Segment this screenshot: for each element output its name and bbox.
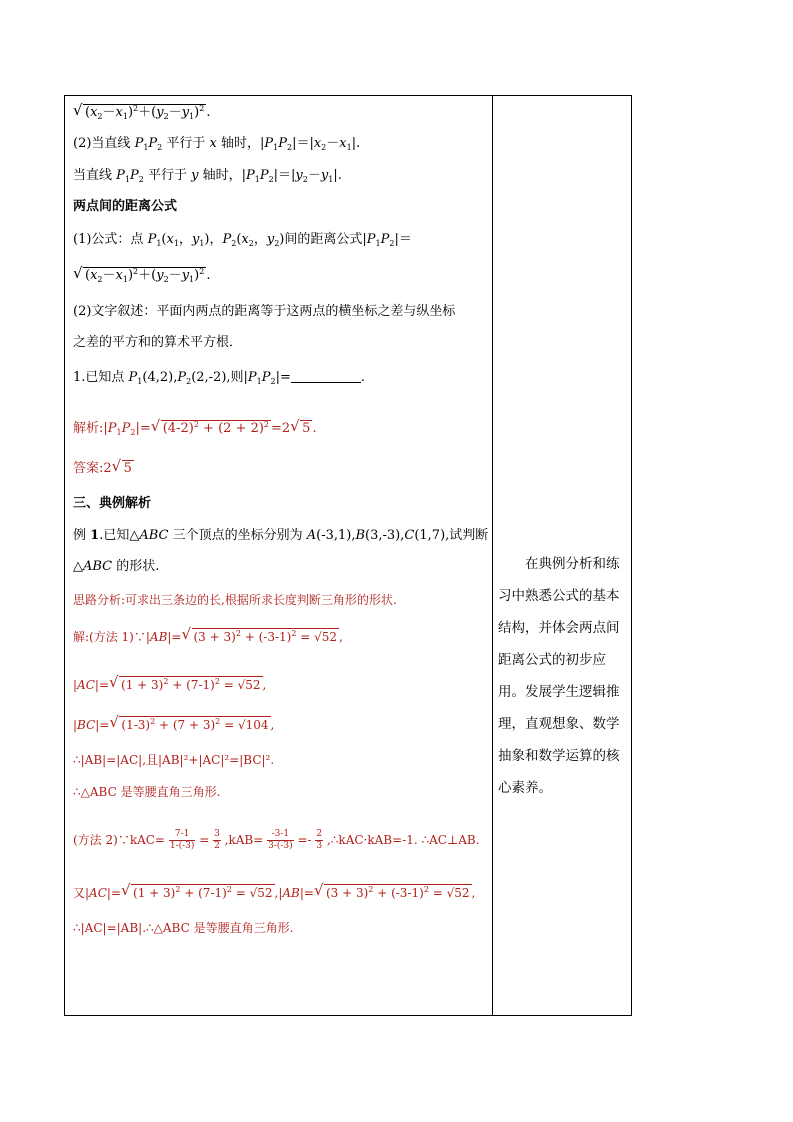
- conclusion-2: ∴△ABC 是等腰直角三角形.: [73, 785, 221, 799]
- text-description-line-1: (2)文字叙述：平面内两点的距离等于这两点的横坐标之差与纵坐标: [73, 304, 456, 319]
- teaching-note-cell: [498, 548, 628, 804]
- section-heading-examples: 三、典例解析: [73, 496, 152, 511]
- heading-distance-formula: 两点间的距离公式: [73, 199, 178, 214]
- parallel-x-line: (2)当直线 $P_1P_2$ 平行于 x 轴时，$|P_1P_2|=|x_2-x_1|$.: [73, 136, 361, 152]
- fraction-three-halves: $\frac{3}{2}$: [214, 829, 220, 851]
- answer-blank: [291, 370, 361, 383]
- method-2: (方法 2)∵kAC= $\frac{7-1}{1-(-3)}$ = $\frac{3}{2}$ ,kAB= $\frac{-3-1}{3-(-3)}$ =- $\frac{2}{3}$ ,∴kAC·kAB=-1. ∴AC⊥AB.: [73, 829, 480, 851]
- parallel-y-line: 当直线 $P_1P_2$ 平行于 y 轴时，$|P_1P_2|=|y_2-y_1|$.: [73, 168, 342, 184]
- formula-definition-line: (1)公式：点 $P_1(x_1$，$y_1$)，$P_2(x_2$，$y_2$)间的距离公式$|P_1P_2|=$: [73, 232, 412, 248]
- text-description-line-2: 之差的平方和的算术平方根．: [73, 335, 243, 350]
- method-1-ac: |AC|= √ $(1 + 3)^2 + (7-1)^2 = √52$ ,: [73, 673, 267, 692]
- example-1-line-1: 例 1.已知△ABC 三个顶点的坐标分别为 A(-3,1),B(3,-3),C(1,7),试判断: [73, 528, 489, 543]
- fraction-kac: $\frac{7-1}{1-(-3)}$: [169, 829, 195, 851]
- answer-1: 答案:2 √ 5: [73, 457, 132, 476]
- method-1-ab: 解:(方法 1)∵|AB|= √ $(3 + 3)^2 + (-3-1)^2 = √52$ ,: [73, 625, 343, 644]
- method-1-bc: |BC|= √ $(1-3)^2 + (7 + 3)^2 = √104$ ,: [73, 713, 275, 732]
- fraction-two-thirds: $\frac{2}{3}$: [316, 829, 323, 851]
- column-divider: [492, 95, 493, 1016]
- formula-line-2: √ $(x_2-x_1)^2+(y_2-y_1)^2$ .: [73, 264, 211, 284]
- teaching-note: 在典例分析和练习中熟悉公式的基本结构，并体会两点间距离公式的初步应用。发展学生逻辑推理，直观想象、数学抽象和数学运算的核心素养。: [498, 556, 620, 796]
- fraction-kab: $\frac{-3-1}{3-(-3)}$: [268, 829, 293, 851]
- solution-1: 解析$:|P_1P_2|=$ √ $(4-2)^2 + (2 + 2)^2 =2$ √ 5 .: [73, 417, 317, 437]
- conclusion-1: ∴|AB|=|AC|,且|AB|²+|AC|²=|BC|².: [73, 753, 275, 767]
- formula-line-1: √ $(x_2-x_1)^2+(y_2-y_1)^2$ .: [73, 101, 211, 121]
- example-1-line-2: △ABC 的形状.: [73, 559, 160, 574]
- method-2-lengths: 又|AC|= √ $(1 + 3)^2 + (7-1)^2 = √52$ ,|AB|= √ $(3 + 3)^2 + (-3-1)^2 = √52$ ,: [73, 881, 476, 900]
- question-1: 1.已知点 $P_1(4,2),P_2(2,-2)$,则$|P_1P_2|=$ .: [73, 370, 366, 386]
- final-conclusion: ∴|AC|=|AB|.∴△ABC 是等腰直角三角形.: [73, 921, 294, 935]
- thinking-analysis: 思路分析:可求出三条边的长,根据所求长度判断三角形的形状.: [73, 593, 397, 607]
